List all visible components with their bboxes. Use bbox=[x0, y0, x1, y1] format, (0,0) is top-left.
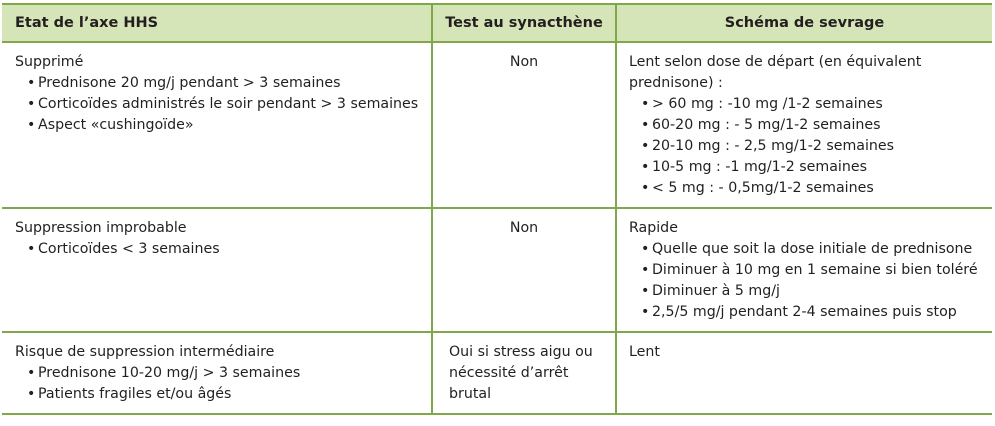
weaning-schema-cell bbox=[616, 208, 992, 332]
axis-state-cell bbox=[2, 42, 432, 208]
list-item: • Diminuer à 5 mg/j bbox=[641, 281, 982, 302]
list-item: • Patients fragiles et/ou âgés bbox=[27, 384, 421, 405]
synacthen-test-cell: Oui si stress aigu ou nécessité d’arrêt brutal bbox=[432, 332, 616, 414]
axis-state-label: Supprimé bbox=[15, 54, 84, 70]
axis-state-list bbox=[15, 363, 421, 405]
list-item: • Corticoïdes administrés le soir pendant > 3 semaines bbox=[27, 94, 421, 115]
table-row bbox=[2, 332, 992, 414]
weaning-schema-label: Lent selon dose de départ (en équivalent prednisone) : bbox=[629, 54, 922, 91]
header-axis-state: Etat de l’axe HHS bbox=[2, 4, 432, 42]
list-item: • Aspect «cushingoïde» bbox=[27, 115, 421, 136]
axis-state-label: Risque de suppression intermédiaire bbox=[15, 344, 275, 360]
header-weaning-schema: Schéma de sevrage bbox=[616, 4, 992, 42]
weaning-schema-list bbox=[629, 239, 982, 323]
list-item: • 20-10 mg : - 2,5 mg/1-2 semaines bbox=[641, 136, 982, 157]
axis-state-label: Suppression improbable bbox=[15, 220, 187, 236]
list-item: • Diminuer à 10 mg en 1 semaine si bien toléré bbox=[641, 260, 982, 281]
list-item: • < 5 mg : - 0,5mg/1-2 semaines bbox=[641, 178, 982, 199]
table-row bbox=[2, 208, 992, 332]
axis-state-list bbox=[15, 73, 421, 136]
synacthen-test-cell: Non bbox=[432, 208, 616, 332]
axis-state-list bbox=[15, 239, 421, 260]
synacthen-test-cell: Non bbox=[432, 42, 616, 208]
table-row bbox=[2, 42, 992, 208]
weaning-schema-list bbox=[629, 94, 982, 199]
list-item: • Prednisone 20 mg/j pendant > 3 semaines bbox=[27, 73, 421, 94]
weaning-schema-label: Lent bbox=[629, 344, 660, 360]
axis-state-cell bbox=[2, 332, 432, 414]
list-item: • 10-5 mg : -1 mg/1-2 semaines bbox=[641, 157, 982, 178]
axis-state-cell bbox=[2, 208, 432, 332]
weaning-table bbox=[2, 3, 992, 415]
weaning-schema-cell bbox=[616, 42, 992, 208]
list-item: • 2,5/5 mg/j pendant 2-4 semaines puis stop bbox=[641, 302, 982, 323]
header-synacthen-test: Test au synacthène bbox=[432, 4, 616, 42]
weaning-schema-cell bbox=[616, 332, 992, 414]
list-item: • > 60 mg : -10 mg /1-2 semaines bbox=[641, 94, 982, 115]
list-item: • Corticoïdes < 3 semaines bbox=[27, 239, 421, 260]
list-item: • Prednisone 10-20 mg/j > 3 semaines bbox=[27, 363, 421, 384]
list-item: • 60-20 mg : - 5 mg/1-2 semaines bbox=[641, 115, 982, 136]
weaning-schema-label: Rapide bbox=[629, 220, 678, 236]
table-header-row bbox=[2, 4, 992, 42]
list-item: • Quelle que soit la dose initiale de prednisone bbox=[641, 239, 982, 260]
